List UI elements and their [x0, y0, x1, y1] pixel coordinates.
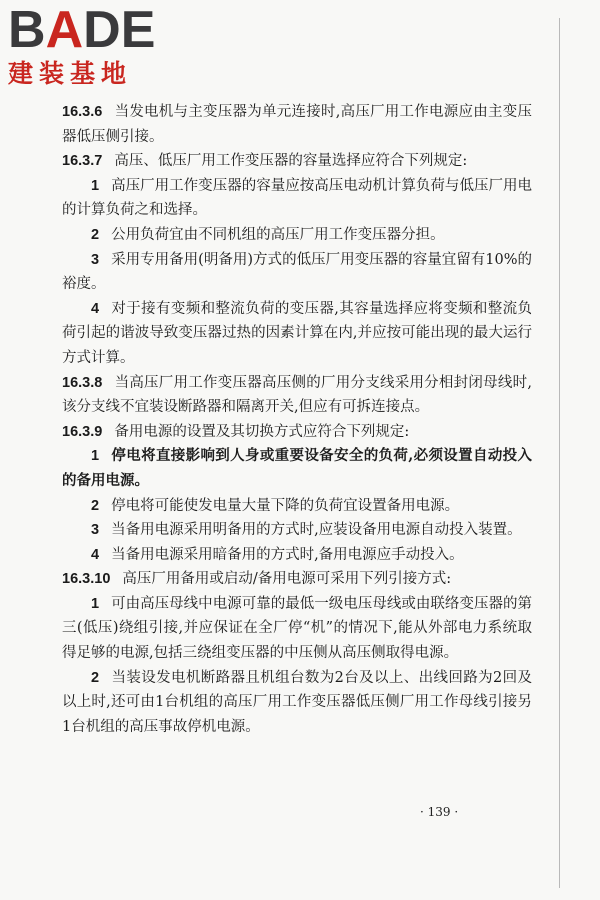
- item-text: 当备用电源采用明备用的方式时,应装设备用电源自动投入装置。: [111, 522, 522, 539]
- item-text: 停电将可能使发电量大量下降的负荷宜设置备用电源。: [111, 497, 460, 514]
- item-number: 2: [91, 226, 100, 243]
- list-item-paragraph: [62, 666, 532, 740]
- clause-text: 当高压厂用工作变压器高压侧的厂用分支线采用分相封闭母线时,该分支线不宜装设断路器和隔离开关,但应有可拆连接点。: [62, 374, 532, 416]
- clause-paragraph: [62, 420, 532, 445]
- clause-paragraph: [62, 149, 532, 174]
- clause-paragraph: [62, 100, 532, 149]
- clause-text: 高压厂用备用或启动/备用电源可采用下列引接方式:: [122, 571, 452, 588]
- item-number: 3: [91, 522, 100, 539]
- item-text: 高压厂用工作变压器的容量应按高压电动机计算负荷与低压厂用电的计算负荷之和选择。: [62, 177, 532, 219]
- clause-text: 高压、低压厂用工作变压器的容量选择应符合下列规定:: [114, 153, 468, 170]
- item-text: 当备用电源采用暗备用的方式时,备用电源应手动投入。: [111, 546, 464, 563]
- item-number: 1: [91, 595, 100, 612]
- clause-text: 备用电源的设置及其切换方式应符合下列规定:: [114, 423, 410, 440]
- logo-letter-e: E: [120, 1, 156, 59]
- item-number: 2: [91, 669, 100, 686]
- clause-number: 16.3.10: [62, 571, 111, 588]
- page-number: · 139 ·: [420, 805, 459, 819]
- logo-letter-b: B: [8, 1, 46, 59]
- list-item-paragraph: [62, 174, 532, 223]
- clause-number: 16.3.7: [62, 153, 103, 170]
- item-number: 1: [91, 448, 100, 465]
- item-text: 停电将直接影响到人身或重要设备安全的负荷,必须设置自动投入的备用电源。: [62, 447, 532, 489]
- item-number: 2: [91, 497, 100, 514]
- bade-logo: [8, 1, 178, 90]
- clause-text: 当发电机与主变压器为单元连接时,高压厂用工作电源应由主变压器低压侧引接。: [62, 104, 532, 145]
- document-body: [62, 100, 532, 739]
- item-text: 当装设发电机断路器且机组台数为2台及以上、出线回路为2回及以上时,还可由1台机组的高压厂用工作变压器低压侧厂用工作母线引接另1台机组的高压事故停机电源。: [62, 669, 532, 735]
- item-text: 对于接有变频和整流负荷的变压器,其容量选择应将变频和整流负荷引起的谐波导致变压器过热的因素计算在内,并应按可能出现的最大运行方式计算。: [62, 300, 532, 366]
- list-item-paragraph: [62, 297, 532, 371]
- logo-letter-a: A: [45, 1, 84, 59]
- clause-number: 16.3.6: [62, 104, 103, 120]
- list-item-paragraph: [62, 592, 532, 666]
- item-text: 采用专用备用(明备用)方式的低压厂用变压器的容量宜留有10%的裕度。: [62, 251, 532, 293]
- list-item-paragraph: [62, 223, 532, 248]
- clause-number: 16.3.8: [62, 374, 103, 391]
- list-item-paragraph: [62, 543, 532, 568]
- list-item-paragraph: [62, 248, 532, 297]
- clause-paragraph: [62, 371, 532, 420]
- list-item-paragraph: [62, 518, 532, 543]
- item-number: 4: [91, 546, 100, 563]
- item-number: 1: [91, 177, 100, 194]
- logo-wordmark: [8, 1, 178, 59]
- logo-letter-d: D: [83, 1, 121, 59]
- item-text: 公用负荷宜由不同机组的高压厂用工作变压器分担。: [111, 226, 445, 243]
- item-text: 可由高压母线中电源可靠的最低一级电压母线或由联络变压器的第三(低压)绕组引接,并应保证在全厂停“机”的情况下,能从外部电力系统取得足够的电源,包括三绕组变压器的中压侧从高压侧取得电源。: [62, 595, 532, 662]
- page-edge-rule: [559, 18, 560, 888]
- list-item-paragraph: [62, 444, 532, 493]
- list-item-paragraph: [62, 494, 532, 519]
- clause-paragraph: [62, 567, 532, 592]
- clause-number: 16.3.9: [62, 423, 103, 440]
- item-number: 4: [91, 300, 100, 317]
- logo-subtitle: 建装基地: [8, 59, 133, 88]
- item-number: 3: [91, 251, 100, 268]
